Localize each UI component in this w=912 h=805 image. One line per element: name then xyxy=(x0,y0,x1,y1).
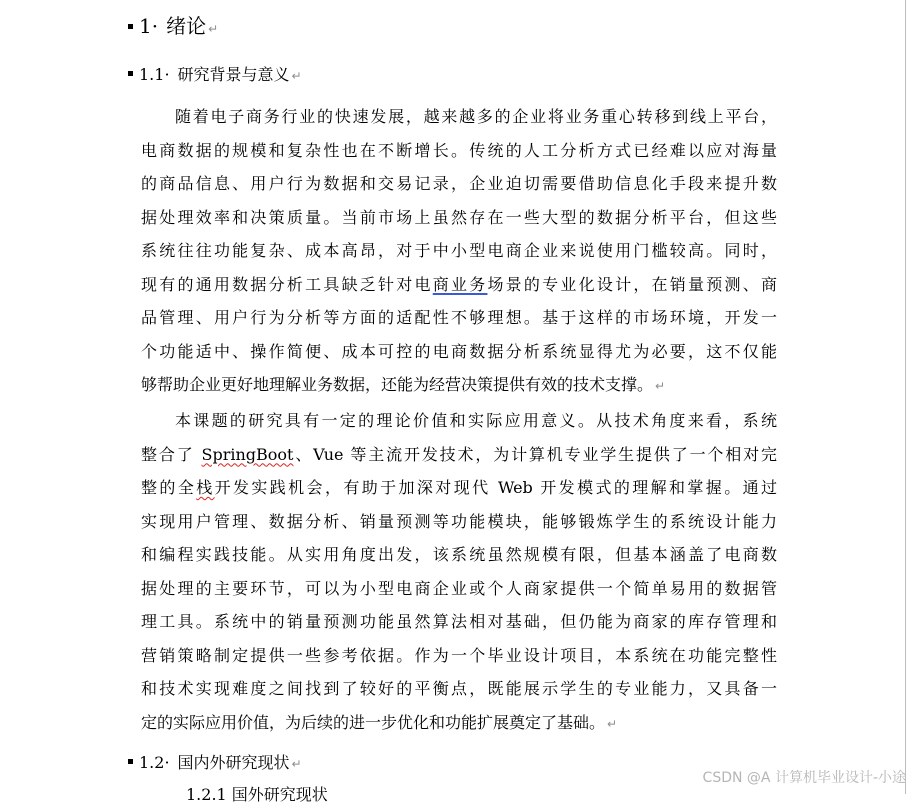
body-paragraph-1[interactable] xyxy=(141,100,777,404)
text-line xyxy=(141,471,777,505)
spelling-flagged-text[interactable]: SpringBoot xyxy=(201,444,294,464)
heading-bullet-icon xyxy=(128,71,133,76)
section-title: 国内外研究现状 xyxy=(177,753,290,772)
text-line xyxy=(141,268,777,302)
section-title: 研究背景与意义 xyxy=(177,65,290,84)
paragraph-mark-icon: ↵ xyxy=(607,716,618,731)
text-line: 系统往往功能复杂、成本高昂，对于中小型电商企业来说使用门槛较高。同时， xyxy=(141,241,777,260)
text-line xyxy=(141,368,777,404)
spelling-flagged-text[interactable]: 栈 xyxy=(196,478,215,497)
text-line: 品管理、用户行为分析等方面的适配性不够理想。基于这样的市场环境，开发一 xyxy=(141,308,777,327)
text-segment: 场景的专业化设计，在销量预测、商 xyxy=(487,274,777,294)
text-line: 本课题的研究具有一定的理论价值和实际应用意义。从技术角度来看，系统 xyxy=(175,411,777,430)
text-line: 个功能适中、操作简便、成本可控的电商数据分析系统显得尤为必要，这不仅能 xyxy=(141,341,777,361)
text-line xyxy=(141,706,777,742)
paragraph-mark-icon: ↵ xyxy=(291,757,302,771)
text-line: 和编程实践技能。从实用角度出发，该系统虽然规模有限，但基本涵盖了电商数 xyxy=(141,545,777,564)
text-segment: 定的实际应用价值，为后续的进一步优化和功能扩展奠定了基础。 xyxy=(141,712,606,732)
heading-bullet-icon xyxy=(128,759,133,764)
text-line: 的商品信息、用户行为数据和交易记录，企业迫切需要借助信息化手段来提升数 xyxy=(141,174,777,193)
text-line: 和技术实现难度之间找到了较好的平衡点，既能展示学生的专业能力，又具备一 xyxy=(141,679,777,698)
section-number: 1.2· xyxy=(139,753,170,772)
text-line: 电商数据的规模和复杂性也在不断增长。传统的人工分析方式已经难以应对海量 xyxy=(141,140,777,160)
text-segment: 整的全 xyxy=(141,478,197,497)
text-segment: 够帮助企业更好地理解业务数据，还能为经营决策提供有效的技术支撑。 xyxy=(141,375,654,394)
watermark: CSDN @A 计算机毕业设计-小途 xyxy=(702,770,906,786)
text-segment: 、Vue 等主流开发技术，为计算机专业学生提供了一个相对完 xyxy=(293,444,777,464)
text-segment: 现有的通用数据分析工具缺乏针对电 xyxy=(141,274,433,294)
section-heading-1-1[interactable] xyxy=(128,62,302,85)
text-line: 营销策略制定提供一些参考依据。作为一个毕业设计项目，本系统在功能完整性 xyxy=(141,645,777,665)
paragraph-mark-icon: ↵ xyxy=(655,379,666,393)
text-segment: 整合了 xyxy=(141,444,202,464)
chapter-title: 绪论 xyxy=(166,14,207,38)
section-heading-1-2[interactable] xyxy=(128,750,302,773)
grammar-flagged-text[interactable]: 商业务 xyxy=(432,274,488,294)
section-number: 1.1· xyxy=(139,65,170,84)
chapter-number: 1· xyxy=(139,14,159,38)
text-segment: 开发实践机会，有助于加深对现代 Web 开发模式的理解和掌握。通过 xyxy=(214,478,777,497)
text-line: 实现用户管理、数据分析、销量预测等功能模块，能够锻炼学生的系统设计能力 xyxy=(141,511,777,531)
text-line xyxy=(141,438,777,472)
paragraph-mark-icon: ↵ xyxy=(291,69,302,83)
heading-bullet-icon xyxy=(128,24,133,29)
chapter-heading[interactable] xyxy=(128,10,218,39)
body-paragraph-2[interactable] xyxy=(141,404,777,741)
text-line: 据处理效率和决策质量。当前市场上虽然存在一些大型的数据分析平台，但这些 xyxy=(141,207,777,227)
text-line: 据处理的主要环节，可以为小型电商企业或个人商家提供一个简单易用的数据管 xyxy=(141,578,777,598)
text-line: 理工具。系统中的销量预测功能虽然算法相对基础，但仍能为商家的库存管理和 xyxy=(141,612,777,631)
subsection-heading-partial[interactable]: 1.2.1 国外研究现状 xyxy=(186,785,328,804)
paragraph-mark-icon: ↵ xyxy=(208,22,219,36)
text-line: 随着电子商务行业的快速发展，越来越多的企业将业务重心转移到线上平台， xyxy=(175,107,777,126)
